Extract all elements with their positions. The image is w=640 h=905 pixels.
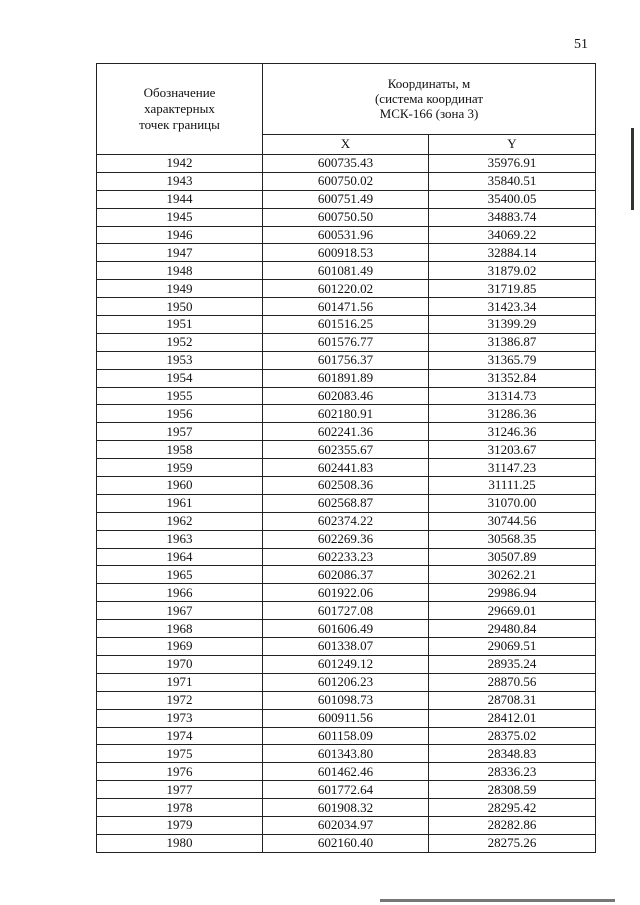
y-coordinate-cell: 28870.56 <box>429 673 596 691</box>
x-coordinate-cell: 600531.96 <box>263 226 429 244</box>
point-id-cell: 1972 <box>97 691 263 709</box>
table-row <box>97 423 596 441</box>
table-row <box>97 512 596 530</box>
y-coordinate-cell: 30744.56 <box>429 512 596 530</box>
table-row <box>97 530 596 548</box>
x-coordinate-cell: 601081.49 <box>263 262 429 280</box>
y-coordinate-cell: 31111.25 <box>429 477 596 495</box>
y-coordinate-cell: 31286.36 <box>429 405 596 423</box>
x-coordinate-cell: 602160.40 <box>263 834 429 852</box>
x-coordinate-cell: 601891.89 <box>263 369 429 387</box>
point-id-cell: 1971 <box>97 673 263 691</box>
point-id-cell: 1952 <box>97 333 263 351</box>
y-coordinate-cell: 31352.84 <box>429 369 596 387</box>
table-row <box>97 494 596 512</box>
table-row <box>97 298 596 316</box>
point-id-cell: 1955 <box>97 387 263 405</box>
point-id-cell: 1960 <box>97 477 263 495</box>
table-row <box>97 172 596 190</box>
header-coordinates <box>263 64 596 135</box>
x-coordinate-cell: 602034.97 <box>263 816 429 834</box>
point-id-cell: 1974 <box>97 727 263 745</box>
point-id-cell: 1959 <box>97 459 263 477</box>
point-id-cell: 1965 <box>97 566 263 584</box>
x-coordinate-cell: 602568.87 <box>263 494 429 512</box>
x-coordinate-cell: 602355.67 <box>263 441 429 459</box>
x-coordinate-cell: 601343.80 <box>263 745 429 763</box>
point-id-cell: 1957 <box>97 423 263 441</box>
table-row <box>97 745 596 763</box>
y-coordinate-cell: 31314.73 <box>429 387 596 405</box>
header-y: Y <box>429 134 596 154</box>
table-row <box>97 226 596 244</box>
table-row <box>97 584 596 602</box>
y-coordinate-cell: 29986.94 <box>429 584 596 602</box>
x-coordinate-cell: 601756.37 <box>263 351 429 369</box>
table-row <box>97 816 596 834</box>
header-coordinates-line: МСК-166 (зона 3) <box>379 106 479 122</box>
y-coordinate-cell: 28282.86 <box>429 816 596 834</box>
y-coordinate-cell: 29069.51 <box>429 638 596 656</box>
point-id-cell: 1942 <box>97 155 263 173</box>
point-id-cell: 1979 <box>97 816 263 834</box>
y-coordinate-cell: 28708.31 <box>429 691 596 709</box>
table-row <box>97 709 596 727</box>
point-id-cell: 1977 <box>97 781 263 799</box>
table-row <box>97 155 596 173</box>
table-row <box>97 244 596 262</box>
coordinates-table <box>96 63 596 853</box>
header-point-label-line: Обозначение <box>143 85 216 100</box>
y-coordinate-cell: 28336.23 <box>429 763 596 781</box>
y-coordinate-cell: 35840.51 <box>429 172 596 190</box>
table-row <box>97 441 596 459</box>
y-coordinate-cell: 35976.91 <box>429 155 596 173</box>
y-coordinate-cell: 28295.42 <box>429 799 596 817</box>
y-coordinate-cell: 28935.24 <box>429 655 596 673</box>
x-coordinate-cell: 601338.07 <box>263 638 429 656</box>
table-row <box>97 638 596 656</box>
x-coordinate-cell: 600911.56 <box>263 709 429 727</box>
header-coordinates-line: Координаты, м <box>387 76 471 92</box>
y-coordinate-cell: 31719.85 <box>429 280 596 298</box>
table-row <box>97 834 596 852</box>
x-coordinate-cell: 602083.46 <box>263 387 429 405</box>
scan-bottom-mark <box>380 899 615 902</box>
x-coordinate-cell: 600750.02 <box>263 172 429 190</box>
x-coordinate-cell: 600918.53 <box>263 244 429 262</box>
y-coordinate-cell: 29480.84 <box>429 620 596 638</box>
table-row <box>97 548 596 566</box>
x-coordinate-cell: 600735.43 <box>263 155 429 173</box>
y-coordinate-cell: 31423.34 <box>429 298 596 316</box>
point-id-cell: 1978 <box>97 799 263 817</box>
table-row <box>97 369 596 387</box>
x-coordinate-cell: 601606.49 <box>263 620 429 638</box>
y-coordinate-cell: 30262.21 <box>429 566 596 584</box>
x-coordinate-cell: 601471.56 <box>263 298 429 316</box>
y-coordinate-cell: 28348.83 <box>429 745 596 763</box>
table-row <box>97 799 596 817</box>
x-coordinate-cell: 602374.22 <box>263 512 429 530</box>
x-coordinate-cell: 601772.64 <box>263 781 429 799</box>
table-body <box>97 155 596 853</box>
x-coordinate-cell: 601098.73 <box>263 691 429 709</box>
x-coordinate-cell: 602441.83 <box>263 459 429 477</box>
table-row <box>97 781 596 799</box>
y-coordinate-cell: 31365.79 <box>429 351 596 369</box>
x-coordinate-cell: 602086.37 <box>263 566 429 584</box>
point-id-cell: 1954 <box>97 369 263 387</box>
x-coordinate-cell: 601922.06 <box>263 584 429 602</box>
point-id-cell: 1956 <box>97 405 263 423</box>
point-id-cell: 1958 <box>97 441 263 459</box>
point-id-cell: 1946 <box>97 226 263 244</box>
point-id-cell: 1943 <box>97 172 263 190</box>
point-id-cell: 1970 <box>97 655 263 673</box>
y-coordinate-cell: 30568.35 <box>429 530 596 548</box>
y-coordinate-cell: 31879.02 <box>429 262 596 280</box>
table-row <box>97 673 596 691</box>
x-coordinate-cell: 601249.12 <box>263 655 429 673</box>
table-row <box>97 727 596 745</box>
point-id-cell: 1950 <box>97 298 263 316</box>
table-row <box>97 405 596 423</box>
table-row <box>97 477 596 495</box>
x-coordinate-cell: 602269.36 <box>263 530 429 548</box>
point-id-cell: 1948 <box>97 262 263 280</box>
point-id-cell: 1969 <box>97 638 263 656</box>
point-id-cell: 1962 <box>97 512 263 530</box>
x-coordinate-cell: 600751.49 <box>263 190 429 208</box>
table-row <box>97 208 596 226</box>
table-row <box>97 566 596 584</box>
table-row <box>97 655 596 673</box>
x-coordinate-cell: 601516.25 <box>263 316 429 334</box>
x-coordinate-cell: 601576.77 <box>263 333 429 351</box>
x-coordinate-cell: 601908.32 <box>263 799 429 817</box>
table-row <box>97 691 596 709</box>
x-coordinate-cell: 602233.23 <box>263 548 429 566</box>
y-coordinate-cell: 28412.01 <box>429 709 596 727</box>
point-id-cell: 1980 <box>97 834 263 852</box>
header-point-label <box>97 64 263 155</box>
y-coordinate-cell: 30507.89 <box>429 548 596 566</box>
y-coordinate-cell: 31203.67 <box>429 441 596 459</box>
table-row <box>97 602 596 620</box>
x-coordinate-cell: 600750.50 <box>263 208 429 226</box>
y-coordinate-cell: 32884.14 <box>429 244 596 262</box>
y-coordinate-cell: 31246.36 <box>429 423 596 441</box>
x-coordinate-cell: 601220.02 <box>263 280 429 298</box>
point-id-cell: 1975 <box>97 745 263 763</box>
header-x: X <box>263 134 429 154</box>
y-coordinate-cell: 34883.74 <box>429 208 596 226</box>
table-row <box>97 190 596 208</box>
point-id-cell: 1953 <box>97 351 263 369</box>
x-coordinate-cell: 601158.09 <box>263 727 429 745</box>
scan-edge-mark <box>631 128 634 210</box>
table-row <box>97 459 596 477</box>
x-coordinate-cell: 602180.91 <box>263 405 429 423</box>
x-coordinate-cell: 602241.36 <box>263 423 429 441</box>
header-point-label-line: характерных <box>144 101 215 116</box>
point-id-cell: 1944 <box>97 190 263 208</box>
table-row <box>97 387 596 405</box>
point-id-cell: 1945 <box>97 208 263 226</box>
y-coordinate-cell: 31386.87 <box>429 333 596 351</box>
y-coordinate-cell: 35400.05 <box>429 190 596 208</box>
point-id-cell: 1967 <box>97 602 263 620</box>
y-coordinate-cell: 31070.00 <box>429 494 596 512</box>
x-coordinate-cell: 602508.36 <box>263 477 429 495</box>
table-row <box>97 280 596 298</box>
point-id-cell: 1966 <box>97 584 263 602</box>
y-coordinate-cell: 28375.02 <box>429 727 596 745</box>
header-point-label-line: точек границы <box>139 117 220 132</box>
point-id-cell: 1963 <box>97 530 263 548</box>
page-number: 51 <box>574 37 588 52</box>
point-id-cell: 1947 <box>97 244 263 262</box>
x-coordinate-cell: 601462.46 <box>263 763 429 781</box>
table-row <box>97 333 596 351</box>
table-row <box>97 763 596 781</box>
table-row <box>97 316 596 334</box>
y-coordinate-cell: 28308.59 <box>429 781 596 799</box>
point-id-cell: 1964 <box>97 548 263 566</box>
point-id-cell: 1976 <box>97 763 263 781</box>
point-id-cell: 1968 <box>97 620 263 638</box>
y-coordinate-cell: 31147.23 <box>429 459 596 477</box>
y-coordinate-cell: 28275.26 <box>429 834 596 852</box>
header-coordinates-line: (система координат <box>374 91 484 107</box>
table-row <box>97 620 596 638</box>
y-coordinate-cell: 34069.22 <box>429 226 596 244</box>
table-row <box>97 262 596 280</box>
point-id-cell: 1961 <box>97 494 263 512</box>
table-row <box>97 351 596 369</box>
y-coordinate-cell: 31399.29 <box>429 316 596 334</box>
point-id-cell: 1949 <box>97 280 263 298</box>
point-id-cell: 1951 <box>97 316 263 334</box>
y-coordinate-cell: 29669.01 <box>429 602 596 620</box>
point-id-cell: 1973 <box>97 709 263 727</box>
x-coordinate-cell: 601727.08 <box>263 602 429 620</box>
x-coordinate-cell: 601206.23 <box>263 673 429 691</box>
